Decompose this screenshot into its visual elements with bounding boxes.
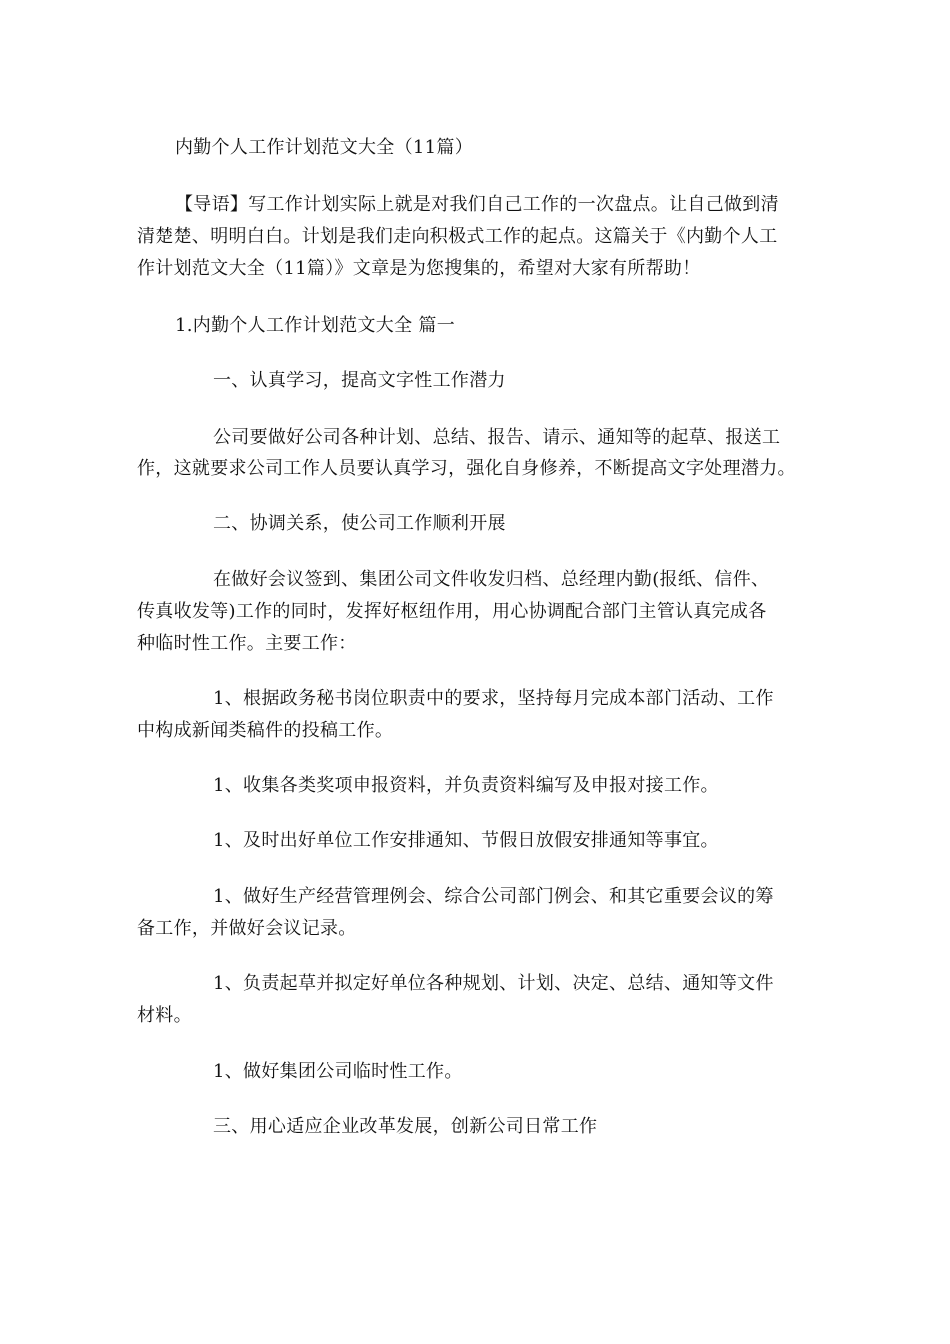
list-item-4-line-1: 1、做好生产经营管理例会、综合公司部门例会、和其它重要会议的筹 [213,886,774,907]
list-item-5-line-2: 材料。 [137,1005,192,1026]
paragraph-1-line-2: 作，这就要求公司工作人员要认真学习，强化自身修养，不断提高文字处理潜力。 [137,458,796,479]
list-item-2: 1、收集各类奖项申报资料，并负责资料编写及申报对接工作。 [213,775,719,796]
paragraph-2-line-3: 种临时性工作。主要工作： [137,633,357,654]
section-heading: 1.内勤个人工作计划范文大全 篇一 [175,315,455,336]
heading-2: 二、协调关系，使公司工作顺利开展 [213,513,506,534]
intro-line-3: 作计划范文大全（11篇）》文章是为您搜集的，希望对大家有所帮助！ [137,258,701,279]
list-item-3: 1、及时出好单位工作安排通知、节假日放假安排通知等事宜。 [213,830,719,851]
paragraph-2-line-2: 传真收发等)工作的同时，发挥好枢纽作用，用心协调配合部门主管认真完成各 [137,601,767,622]
intro-line-1: 【导语】写工作计划实际上就是对我们自己工作的一次盘点。让自己做到清 [175,194,779,215]
intro-line-2: 清楚楚、明明白白。计划是我们走向积极式工作的起点。这篇关于《内勤个人工 [137,226,778,247]
list-item-6: 1、做好集团公司临时性工作。 [213,1061,463,1082]
heading-3: 三、用心适应企业改革发展，创新公司日常工作 [213,1116,598,1137]
list-item-4-line-2: 备工作，并做好会议记录。 [137,918,357,939]
list-item-1-line-1: 1、根据政务秘书岗位职责中的要求，坚持每月完成本部门活动、工作 [213,688,774,709]
list-item-1-line-2: 中构成新闻类稿件的投稿工作。 [137,720,394,741]
heading-1: 一、认真学习，提高文字性工作潜力 [213,370,506,391]
list-item-5-line-1: 1、负责起草并拟定好单位各种规划、计划、决定、总结、通知等文件 [213,973,774,994]
document-title: 内勤个人工作计划范文大全（11篇） [175,137,474,158]
paragraph-2-line-1: 在做好会议签到、集团公司文件收发归档、总经理内勤(报纸、信件、 [213,569,770,590]
paragraph-1-line-1: 公司要做好公司各种计划、总结、报告、请示、通知等的起草、报送工 [213,427,781,448]
